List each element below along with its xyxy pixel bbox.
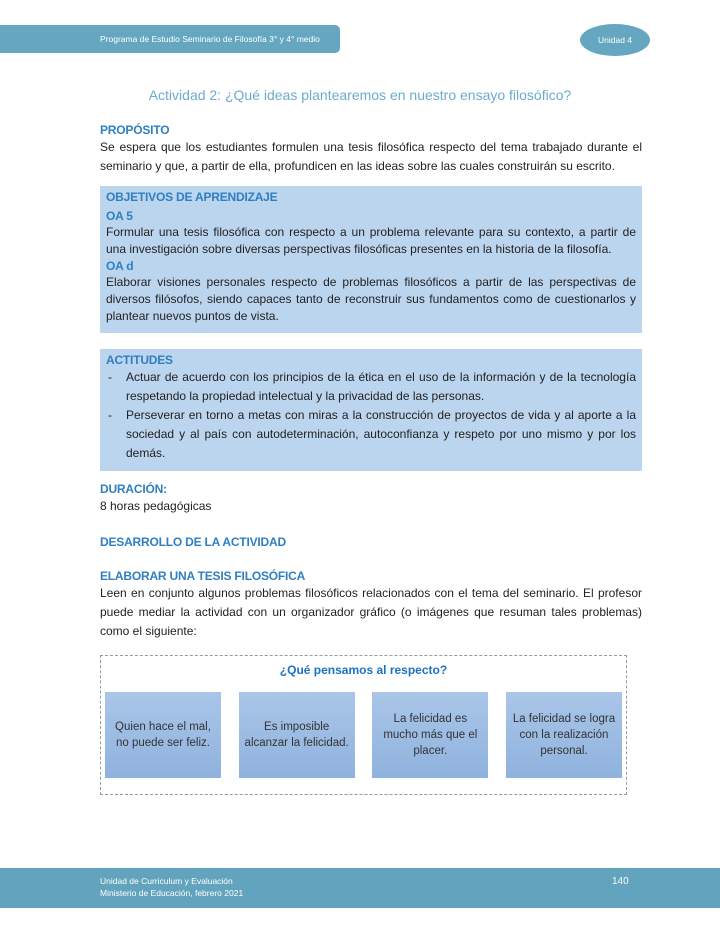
organizer-card: La felicidad es mucho más que el placer. [372,692,488,778]
organizer-card: Es imposible alcanzar la felicidad. [239,692,355,778]
activity-title: Actividad 2: ¿Qué ideas plantearemos en nuestro ensayo filosófico? [148,87,572,103]
footer-line1: Unidad de Curriculum y Evaluación [100,876,233,886]
actitud-item: - Perseverar en torno a metas con miras a la construcción de proyectos de vida y al aporte a la sociedad y al país con autodeterminación, autoconfianza y respeto por uno mismo y por los demás. [106,406,636,463]
proposito-heading: PROPÓSITO [100,123,170,137]
desarrollo-heading: DESARROLLO DE LA ACTIVIDAD [100,535,286,549]
organizer-cards [105,692,622,778]
footer-line2: Ministerio de Educación, febrero 2021 [100,888,244,898]
actitudes-heading: ACTITUDES [106,353,173,367]
objetivos-heading: OBJETIVOS DE APRENDIZAJE [106,190,278,204]
duracion-heading: DURACIÓN: [100,482,167,496]
unit-badge: Unidad 4 [580,24,650,56]
program-header: Programa de Estudio Seminario de Filosofía 3° y 4° medio [0,25,340,53]
objetivos-box [100,186,642,333]
actitud-item: - Actuar de acuerdo con los principios de la ética en el uso de la información y de la tecnología respetando la propiedad intelectual y la privacidad de las personas. [106,368,636,406]
oa-text: Formular una tesis filosófica con respecto a un problema relevante para su contexto, a partir de una investigación sobre diversas perspectivas filosóficas presentes en la historia de la filosofía. [106,225,636,256]
organizer-card: Quien hace el mal, no puede ser feliz. [105,692,221,778]
elaborar-heading: ELABORAR UNA TESIS FILOSÓFICA [100,569,306,583]
page-number: 140 [612,876,629,887]
actitudes-box [100,349,642,471]
graphic-organizer [100,655,627,795]
organizer-title: ¿Qué pensamos al respecto? [279,663,448,677]
oa-code: OA 5 [106,209,133,223]
duracion-text: 8 horas pedagógicas [100,499,212,513]
elaborar-text: Leen en conjunto algunos problemas filosóficos relacionados con el tema del seminario. El profesor puede mediar la actividad con un organizador gráfico (o imágenes que resuman tales problemas) como el siguiente: [100,586,642,638]
footer [0,868,720,908]
oa-text: Elaborar visiones personales respecto de problemas filosóficos a partir de las perspectivas de diversos filósofos, siendo capaces tanto de reconstruir sus fundamentos como de cuestionarlos y plantear nuevos puntos de vista. [106,275,636,323]
content-column [100,122,642,795]
oa-code: OA d [106,259,134,273]
organizer-card: La felicidad se logra con la realización personal. [506,692,622,778]
proposito-text: Se espera que los estudiantes formulen una tesis filosófica respecto del tema trabajado durante el seminario y que, a partir de ella, profundicen en las ideas sobre las cuales construirán su escrito. [100,140,642,173]
